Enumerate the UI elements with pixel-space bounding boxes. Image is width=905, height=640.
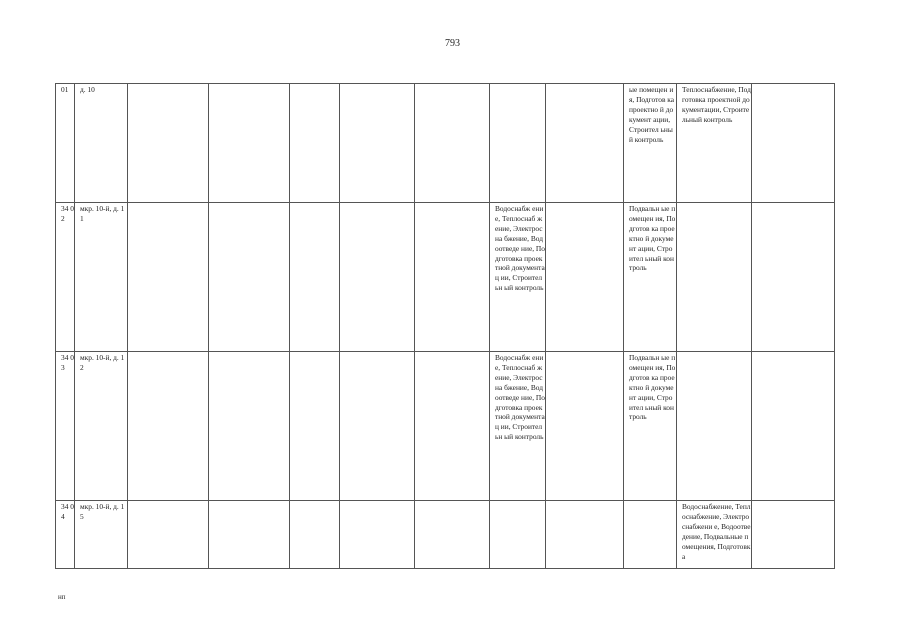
works-cell: Водоснабж ение, Теплоснаб жение, Электросна бжение, Водоотведе ние, Подготовка проектной документац ии, Строительн ый контроль <box>490 352 546 501</box>
empty-cell <box>415 84 490 203</box>
empty-cell <box>415 203 490 352</box>
empty-cell <box>209 352 290 501</box>
empty-cell <box>209 501 290 569</box>
empty-cell <box>546 501 624 569</box>
table-row <box>56 501 835 569</box>
empty-cell <box>340 203 415 352</box>
empty-cell <box>752 352 835 501</box>
address-cell: мкр. 10-й, д. 15 <box>75 501 128 569</box>
table-row <box>56 203 835 352</box>
empty-cell <box>209 203 290 352</box>
page-number: 793 <box>445 38 460 49</box>
empty-cell <box>290 203 340 352</box>
data-table <box>55 83 835 569</box>
works-cell <box>490 84 546 203</box>
empty-cell <box>128 352 209 501</box>
row-number: 34 04 <box>56 501 75 569</box>
empty-cell <box>752 203 835 352</box>
empty-cell <box>290 84 340 203</box>
works-cell <box>677 352 752 501</box>
empty-cell <box>340 352 415 501</box>
empty-cell <box>128 84 209 203</box>
empty-cell <box>415 352 490 501</box>
table-row <box>56 84 835 203</box>
footer-mark: нп <box>58 593 66 601</box>
empty-cell <box>340 501 415 569</box>
works-cell: Водоснабжение, Теплоснабжение, Электроснабжени е, Водоотведение, Подвальные помещения, Подготовка <box>677 501 752 569</box>
row-number: 34 03 <box>56 352 75 501</box>
empty-cell <box>290 501 340 569</box>
empty-cell <box>340 84 415 203</box>
empty-cell <box>752 501 835 569</box>
address-cell: мкр. 10-й, д. 11 <box>75 203 128 352</box>
table-row <box>56 352 835 501</box>
works-cell: Водоснабж ение, Теплоснаб жение, Электросна бжение, Водоотведе ние, Подготовка проектной документац ии, Строительн ый контроль <box>490 203 546 352</box>
empty-cell <box>290 352 340 501</box>
works-cell: ые помещен ия, Подготов ка проектно й документ ации, Строител ьный контроль <box>624 84 677 203</box>
address-cell: мкр. 10-й, д. 12 <box>75 352 128 501</box>
row-number: 01 <box>56 84 75 203</box>
empty-cell <box>209 84 290 203</box>
empty-cell <box>752 84 835 203</box>
works-cell <box>624 501 677 569</box>
works-cell <box>677 203 752 352</box>
works-cell: Теплоснабжение, Подготовка проектной документации, Строительный контроль <box>677 84 752 203</box>
row-number: 34 02 <box>56 203 75 352</box>
empty-cell <box>546 352 624 501</box>
works-cell: Подвальн ые помещен ия, Подготов ка проектно й документ ации, Строител ьный контроль <box>624 203 677 352</box>
works-cell <box>490 501 546 569</box>
empty-cell <box>128 501 209 569</box>
empty-cell <box>546 203 624 352</box>
address-cell: д. 10 <box>75 84 128 203</box>
empty-cell <box>415 501 490 569</box>
works-cell: Подвальн ые помещен ия, Подготов ка проектно й документ ации, Строител ьный контроль <box>624 352 677 501</box>
empty-cell <box>128 203 209 352</box>
empty-cell <box>546 84 624 203</box>
